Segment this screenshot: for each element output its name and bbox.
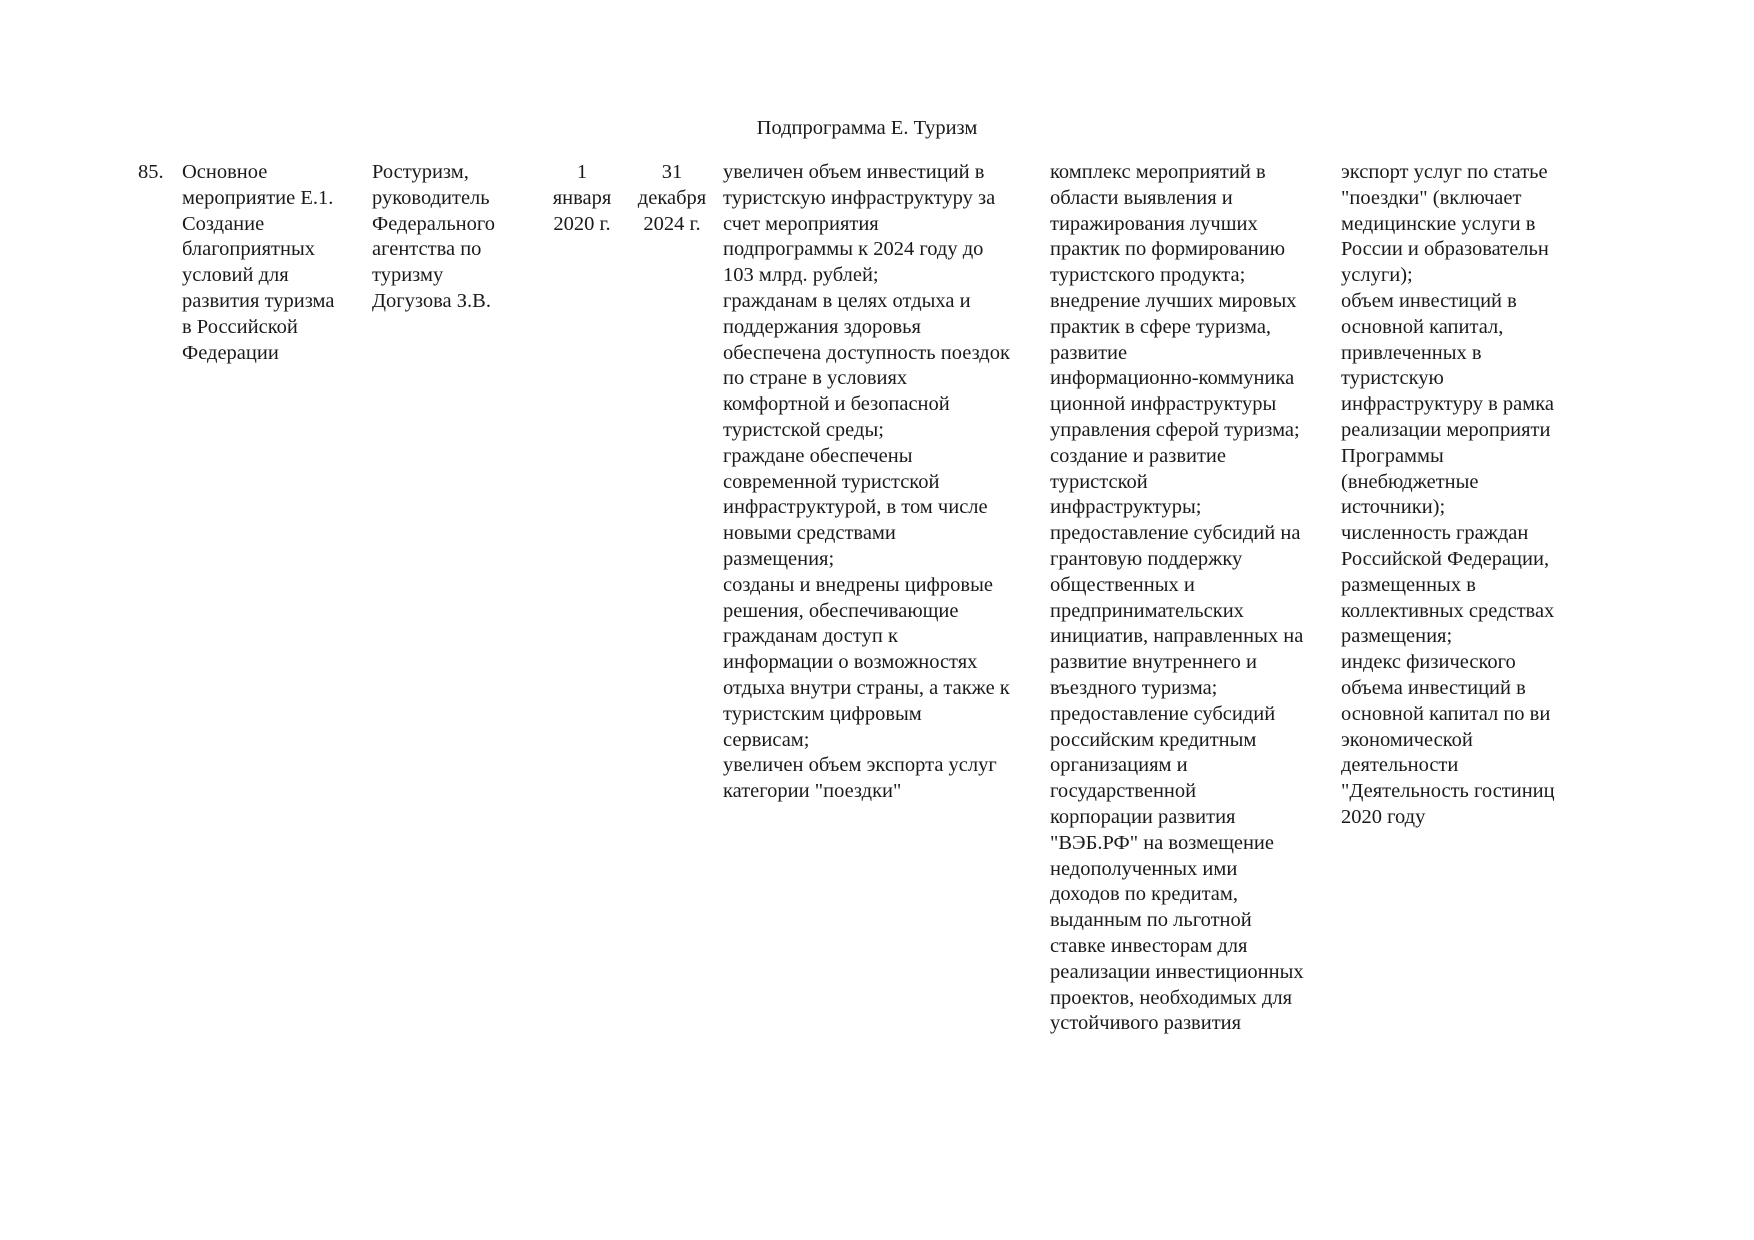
indicator-line: размещения; <box>1341 625 1453 648</box>
content-line: реализации инвестиционных <box>1050 960 1304 983</box>
event-name-line: развития туризма <box>182 289 335 312</box>
expected-result-line: решения, обеспечивающие <box>723 599 959 622</box>
indicator-link-cell <box>1341 160 1555 831</box>
content-line: предоставление субсидий на <box>1050 522 1301 545</box>
event-name-line: в Российской <box>182 315 298 338</box>
content-line: области выявления и <box>1050 186 1233 209</box>
content-line: устойчивого развития <box>1050 1012 1242 1035</box>
expected-result-line: поддержания здоровья <box>723 315 921 338</box>
expected-result-line: 103 млрд. рублей; <box>723 264 879 287</box>
content-line: внедрение лучших мировых <box>1050 289 1297 312</box>
responsible-line: Ростуризм, <box>372 161 469 183</box>
content-line: инициатив, направленных на <box>1050 625 1304 648</box>
content-line: практик в сфере туризма, <box>1050 315 1272 338</box>
indicator-line: основной капитал по ви <box>1341 702 1551 725</box>
content-line: "ВЭБ.РФ" на возмещение <box>1050 831 1274 854</box>
indicator-line: привлеченных в <box>1341 341 1482 364</box>
indicator-line: Программы <box>1341 444 1444 467</box>
end-date-line: декабря <box>637 186 707 209</box>
indicator-line: экономической <box>1341 728 1473 751</box>
indicator-line: деятельности <box>1341 754 1459 777</box>
expected-result-line: комфортной и безопасной <box>723 393 950 416</box>
expected-result-line: отдыха внутри страны, а также к <box>723 676 1010 699</box>
content-line: грантовую поддержку <box>1050 547 1243 570</box>
content-line: корпорации развития <box>1050 805 1236 828</box>
expected-result-line: информации о возможностях <box>723 651 978 674</box>
indicator-line: "поездки" (включает <box>1341 186 1522 209</box>
indicator-line: туристскую <box>1341 367 1444 390</box>
expected-result-line: увеличен объем экспорта услуг <box>723 754 997 777</box>
responsible-line: агентства по <box>372 238 482 261</box>
content-line: инфраструктуры; <box>1050 496 1202 519</box>
content-line: ставке инвесторам для <box>1050 934 1248 957</box>
responsible-line: туризму <box>372 264 444 287</box>
content-line: ционной инфраструктуры <box>1050 393 1277 416</box>
content-line: государственной <box>1050 780 1197 803</box>
indicator-line: объема инвестиций в <box>1341 676 1526 699</box>
indicator-line: основной капитал, <box>1341 315 1504 338</box>
indicator-line: численность граждан <box>1341 522 1529 545</box>
content-line: практик по формированию <box>1050 238 1286 261</box>
indicator-line: Российской Федерации, <box>1341 547 1550 570</box>
indicator-line: индекс физического <box>1341 651 1516 674</box>
indicator-line: услуги); <box>1341 264 1413 287</box>
indicator-line: России и образовательн <box>1341 238 1549 261</box>
content-line: въездного туризма; <box>1050 676 1218 699</box>
indicator-line: 2020 году <box>1341 805 1426 828</box>
indicator-line: объем инвестиций в <box>1341 289 1517 312</box>
indicator-line: экспорт услуг по статье <box>1341 161 1548 183</box>
content-line: предоставление субсидий <box>1050 702 1276 725</box>
content-line: туристской <box>1050 470 1148 493</box>
event-name-cell <box>182 160 334 366</box>
content-line: предпринимательских <box>1050 599 1244 622</box>
expected-result-line: туристской среды; <box>723 418 884 441</box>
event-name-line: Федерации <box>182 341 279 364</box>
content-line: российским кредитным <box>1050 728 1257 751</box>
start-date-line: января <box>552 186 612 209</box>
end-date-line: 2024 г. <box>643 212 701 235</box>
responsible-line: Федерального <box>372 212 496 235</box>
content-line: управления сферой туризма; <box>1050 418 1300 441</box>
indicator-line: "Деятельность гостиниц <box>1341 780 1555 803</box>
event-name-line: мероприятие Е.1. <box>182 186 334 209</box>
indicator-line: источники); <box>1341 496 1446 519</box>
expected-result-line: современной туристской <box>723 470 940 493</box>
event-content-cell <box>1050 160 1304 1037</box>
content-line: недополученных ими <box>1050 857 1238 880</box>
expected-result-line: сервисам; <box>723 728 810 751</box>
indicator-line: коллективных средствах <box>1341 599 1555 622</box>
row-number: 85. <box>138 161 164 183</box>
event-name-line: Основное <box>182 161 268 183</box>
indicator-line: медицинские услуги в <box>1341 212 1536 235</box>
content-line: комплекс мероприятий в <box>1050 161 1266 183</box>
start-date-line: 1 <box>576 161 588 183</box>
subprogram-title: Подпрограмма Е. Туризм <box>756 117 978 139</box>
expected-result-cell <box>723 160 1010 805</box>
expected-result-line: размещения; <box>723 547 835 570</box>
expected-result-line: категории "поездки" <box>723 780 902 803</box>
expected-result-line: инфраструктурой, в том числе <box>723 496 988 519</box>
event-name-line: Создание <box>182 212 265 235</box>
indicator-line: (внебюджетные <box>1341 470 1479 493</box>
expected-result-line: увеличен объем инвестиций в <box>723 161 985 183</box>
expected-result-line: граждане обеспечены <box>723 444 913 467</box>
content-line: информационно-коммуника <box>1050 367 1295 390</box>
content-line: доходов по кредитам, <box>1050 883 1238 906</box>
indicator-line: инфраструктуру в рамка <box>1341 393 1554 416</box>
event-name-line: благоприятных <box>182 238 315 261</box>
content-line: выданным по льготной <box>1050 909 1252 932</box>
responsible-executor-cell <box>372 160 495 315</box>
start-date-cell <box>540 160 624 237</box>
end-date-line: 31 <box>661 161 683 183</box>
expected-result-line: туристским цифровым <box>723 702 922 725</box>
content-line: создание и развитие <box>1050 444 1226 467</box>
indicator-line: реализации мероприяти <box>1341 418 1551 441</box>
expected-result-line: гражданам доступ к <box>723 625 898 648</box>
content-line: организациям и <box>1050 754 1188 777</box>
expected-result-line: по стране в условиях <box>723 367 908 390</box>
event-name-line: условий для <box>182 264 289 287</box>
expected-result-line: гражданам в целях отдыха и <box>723 289 971 312</box>
content-line: туристского продукта; <box>1050 264 1246 287</box>
content-line: развитие <box>1050 341 1128 364</box>
expected-result-line: подпрограммы к 2024 году до <box>723 238 984 261</box>
expected-result-line: счет мероприятия <box>723 212 879 235</box>
content-line: тиражирования лучших <box>1050 212 1258 235</box>
end-date-cell <box>630 160 714 237</box>
indicator-line: размещенных в <box>1341 573 1476 596</box>
expected-result-line: туристскую инфраструктуру за <box>723 186 996 209</box>
expected-result-line: новыми средствами <box>723 522 896 545</box>
responsible-line: Догузова З.В. <box>372 289 491 312</box>
content-line: общественных и <box>1050 573 1195 596</box>
start-date-line: 2020 г. <box>553 212 611 235</box>
expected-result-line: созданы и внедрены цифровые <box>723 573 993 596</box>
expected-result-line: обеспечена доступность поездок <box>723 341 1010 364</box>
responsible-line: руководитель <box>372 186 490 209</box>
content-line: проектов, необходимых для <box>1050 986 1293 1009</box>
content-line: развитие внутреннего и <box>1050 651 1257 674</box>
